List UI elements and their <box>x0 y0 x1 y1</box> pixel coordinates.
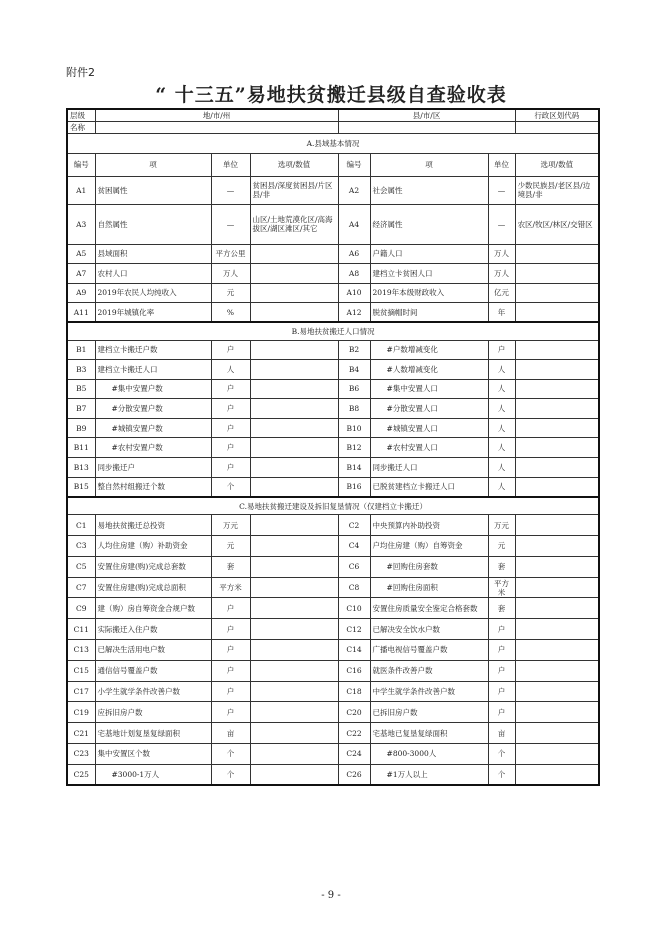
item-code: B13 <box>67 458 95 478</box>
item-unit: 万人 <box>488 264 515 284</box>
item-code: A11 <box>67 303 95 323</box>
table-row <box>67 660 599 681</box>
section-title: B.易地扶贫搬迁人口情况 <box>67 322 599 340</box>
item-name: 安置住房建(购)完成总面积 <box>95 577 211 598</box>
acceptance-table <box>66 108 600 786</box>
item-code: C3 <box>67 536 95 557</box>
item-value[interactable] <box>250 702 338 723</box>
item-code: C20 <box>338 702 370 723</box>
item-unit: 元 <box>211 283 250 303</box>
item-code: C25 <box>67 764 95 785</box>
item-name: #分散安置人口 <box>370 399 488 419</box>
item-name: #3000-1万人 <box>95 764 211 785</box>
item-name: 中央预算内补助投资 <box>370 515 488 536</box>
item-code: B8 <box>338 399 370 419</box>
item-name: #城镇安置人口 <box>370 418 488 438</box>
item-code: B4 <box>338 360 370 380</box>
item-unit: 套 <box>488 556 515 577</box>
item-value[interactable] <box>515 702 599 723</box>
item-unit: 套 <box>488 598 515 619</box>
item-code: C12 <box>338 619 370 640</box>
item-value[interactable] <box>515 379 599 399</box>
item-name: 已解决生活用电户数 <box>95 640 211 661</box>
item-name: #800-3000人 <box>370 744 488 765</box>
item-code: C2 <box>338 515 370 536</box>
item-unit: 人 <box>211 360 250 380</box>
item-value[interactable] <box>515 340 599 360</box>
item-name: 建（购）房自筹资金合规户数 <box>95 598 211 619</box>
item-code: C24 <box>338 744 370 765</box>
column-header: 项 <box>95 153 211 176</box>
item-unit: 人 <box>488 458 515 478</box>
item-unit: 户 <box>488 660 515 681</box>
item-unit: 户 <box>211 598 250 619</box>
item-value[interactable] <box>515 515 599 536</box>
item-name: 宅基地已复垦复绿面积 <box>370 723 488 744</box>
item-value[interactable] <box>250 681 338 702</box>
item-value[interactable] <box>250 264 338 284</box>
item-value[interactable] <box>250 477 338 497</box>
item-code: C7 <box>67 577 95 598</box>
item-code: A4 <box>338 204 370 244</box>
item-unit: 户 <box>211 702 250 723</box>
item-value[interactable] <box>515 303 599 323</box>
item-value[interactable] <box>515 360 599 380</box>
item-code: C16 <box>338 660 370 681</box>
table-row <box>67 619 599 640</box>
item-value[interactable]: 农区/牧区/林区/交错区 <box>515 204 599 244</box>
item-name: 经济属性 <box>370 204 488 244</box>
section-title-row <box>67 497 599 515</box>
item-unit: — <box>211 204 250 244</box>
item-unit: 个 <box>211 764 250 785</box>
item-name: 建档立卡搬迁人口 <box>95 360 211 380</box>
item-name: 同步搬迁户 <box>95 458 211 478</box>
item-code: C19 <box>67 702 95 723</box>
item-code: B10 <box>338 418 370 438</box>
item-unit: 平方米 <box>211 577 250 598</box>
item-unit: 万元 <box>488 515 515 536</box>
item-code: B2 <box>338 340 370 360</box>
item-unit: 亩 <box>211 723 250 744</box>
table-row <box>67 244 599 264</box>
item-unit: 个 <box>211 744 250 765</box>
item-name: 广播电视信号覆盖户数 <box>370 640 488 661</box>
item-unit: 万人 <box>211 264 250 284</box>
item-value[interactable] <box>515 283 599 303</box>
item-unit: 平方公里 <box>211 244 250 264</box>
table-row <box>67 556 599 577</box>
column-header: 编号 <box>67 153 95 176</box>
item-value[interactable] <box>515 477 599 497</box>
item-value[interactable] <box>250 340 338 360</box>
item-value[interactable]: 贫困县/深度贫困县/片区县/非 <box>250 176 338 204</box>
column-header: 单位 <box>488 153 515 176</box>
item-name: 集中安置区个数 <box>95 744 211 765</box>
table-row <box>67 303 599 323</box>
item-value[interactable] <box>250 764 338 785</box>
item-code: C23 <box>67 744 95 765</box>
item-unit: 年 <box>488 303 515 323</box>
item-code: B7 <box>67 399 95 419</box>
item-name: #分散安置户数 <box>95 399 211 419</box>
item-code: C5 <box>67 556 95 577</box>
table-row <box>67 379 599 399</box>
item-name: #户数增减变化 <box>370 340 488 360</box>
item-value[interactable] <box>250 577 338 598</box>
item-name: 脱贫摘帽时间 <box>370 303 488 323</box>
item-code: A8 <box>338 264 370 284</box>
item-value[interactable] <box>515 458 599 478</box>
table-row <box>67 598 599 619</box>
item-value[interactable] <box>515 640 599 661</box>
item-unit: 套 <box>211 556 250 577</box>
item-unit: 户 <box>211 418 250 438</box>
item-value[interactable] <box>515 418 599 438</box>
item-value[interactable] <box>515 681 599 702</box>
item-value[interactable] <box>250 283 338 303</box>
table-row <box>67 176 599 204</box>
item-name: #回购住房面积 <box>370 577 488 598</box>
table-row <box>67 458 599 478</box>
item-value[interactable] <box>250 379 338 399</box>
item-value[interactable] <box>515 598 599 619</box>
item-unit: 人 <box>488 379 515 399</box>
item-name: 小学生就学条件改善户数 <box>95 681 211 702</box>
item-code: C18 <box>338 681 370 702</box>
item-code: B12 <box>338 438 370 458</box>
table-row <box>67 744 599 765</box>
item-code: A7 <box>67 264 95 284</box>
city-name-field[interactable] <box>95 121 338 133</box>
item-code: A2 <box>338 176 370 204</box>
item-unit: 人 <box>488 418 515 438</box>
item-code: B11 <box>67 438 95 458</box>
item-unit: 元 <box>488 536 515 557</box>
item-unit: 个 <box>211 477 250 497</box>
item-value[interactable] <box>515 536 599 557</box>
item-code: A5 <box>67 244 95 264</box>
item-code: A1 <box>67 176 95 204</box>
item-value[interactable] <box>515 556 599 577</box>
item-unit: 户 <box>488 681 515 702</box>
table-row <box>67 438 599 458</box>
item-value[interactable] <box>250 244 338 264</box>
item-unit: 户 <box>211 438 250 458</box>
item-unit: 户 <box>211 660 250 681</box>
item-value[interactable] <box>250 660 338 681</box>
item-name: #集中安置人口 <box>370 379 488 399</box>
item-code: C4 <box>338 536 370 557</box>
item-name: #城镇安置户数 <box>95 418 211 438</box>
header-level-row <box>67 109 599 121</box>
item-name: 县域面积 <box>95 244 211 264</box>
item-unit: — <box>211 176 250 204</box>
item-name: 安置住房建(购)完成总套数 <box>95 556 211 577</box>
item-name: 建档立卡贫困人口 <box>370 264 488 284</box>
county-header: 县/市/区 <box>338 109 515 121</box>
table-row <box>67 360 599 380</box>
item-unit: 户 <box>211 458 250 478</box>
item-code: C14 <box>338 640 370 661</box>
item-value[interactable] <box>515 619 599 640</box>
page-title: “ 十三五”易地扶贫搬迁县级自查验收表 <box>155 84 507 106</box>
item-code: C8 <box>338 577 370 598</box>
column-header: 项 <box>370 153 488 176</box>
item-value[interactable] <box>515 764 599 785</box>
item-name: 贫困属性 <box>95 176 211 204</box>
column-header-row <box>67 153 599 176</box>
table-row <box>67 764 599 785</box>
item-value[interactable] <box>250 458 338 478</box>
item-value[interactable] <box>250 515 338 536</box>
item-code: A10 <box>338 283 370 303</box>
item-name: 建档立卡搬迁户数 <box>95 340 211 360</box>
item-code: B5 <box>67 379 95 399</box>
column-header: 单位 <box>211 153 250 176</box>
item-unit: — <box>488 204 515 244</box>
item-code: C15 <box>67 660 95 681</box>
item-unit: 户 <box>211 379 250 399</box>
item-code: A6 <box>338 244 370 264</box>
item-value[interactable] <box>250 744 338 765</box>
item-code: B1 <box>67 340 95 360</box>
name-label: 名称 <box>67 121 95 133</box>
item-code: C9 <box>67 598 95 619</box>
item-name: 已解决安全饮水户数 <box>370 619 488 640</box>
item-value[interactable] <box>250 640 338 661</box>
item-unit: 户 <box>211 340 250 360</box>
admin-code-field[interactable] <box>515 121 599 133</box>
item-name: 已脱贫建档立卡搬迁人口 <box>370 477 488 497</box>
item-code: B15 <box>67 477 95 497</box>
item-name: 2019年农民人均纯收入 <box>95 283 211 303</box>
item-value[interactable] <box>515 438 599 458</box>
item-name: 实际搬迁入住户数 <box>95 619 211 640</box>
item-code: C22 <box>338 723 370 744</box>
item-unit: 户 <box>488 340 515 360</box>
item-unit: 户 <box>488 640 515 661</box>
item-code: B9 <box>67 418 95 438</box>
item-name: 人均住房建（购）补助资金 <box>95 536 211 557</box>
item-code: C1 <box>67 515 95 536</box>
item-name: 同步搬迁人口 <box>370 458 488 478</box>
item-value[interactable] <box>250 303 338 323</box>
item-unit: — <box>488 176 515 204</box>
table-row <box>67 640 599 661</box>
county-name-field[interactable] <box>338 121 515 133</box>
item-code: C6 <box>338 556 370 577</box>
item-unit: 户 <box>488 702 515 723</box>
column-header: 选项/数值 <box>515 153 599 176</box>
item-name: 中学生就学条件改善户数 <box>370 681 488 702</box>
item-value[interactable] <box>250 598 338 619</box>
table-row <box>67 264 599 284</box>
table-row <box>67 399 599 419</box>
item-unit: 人 <box>488 360 515 380</box>
city-header: 地/市/州 <box>95 109 338 121</box>
item-name: 应拆旧房户数 <box>95 702 211 723</box>
item-code: B3 <box>67 360 95 380</box>
item-value[interactable] <box>515 264 599 284</box>
table-row <box>67 577 599 598</box>
item-code: C11 <box>67 619 95 640</box>
item-name: 自然属性 <box>95 204 211 244</box>
table-row <box>67 536 599 557</box>
item-name: 易地扶贫搬迁总投资 <box>95 515 211 536</box>
item-unit: 平方米 <box>488 577 515 598</box>
item-value[interactable] <box>250 399 338 419</box>
item-name: 宅基地计划复垦复绿面积 <box>95 723 211 744</box>
item-name: 已拆旧房户数 <box>370 702 488 723</box>
item-code: A3 <box>67 204 95 244</box>
item-code: C13 <box>67 640 95 661</box>
item-name: 社会属性 <box>370 176 488 204</box>
section-title: C.易地扶贫搬迁建设及拆旧复垦情况（仅建档立卡搬迁） <box>67 497 599 515</box>
item-name: #集中安置户数 <box>95 379 211 399</box>
item-unit: 户 <box>211 640 250 661</box>
item-value[interactable] <box>250 619 338 640</box>
item-value[interactable] <box>250 556 338 577</box>
item-unit: 万元 <box>211 515 250 536</box>
item-code: B14 <box>338 458 370 478</box>
item-value[interactable] <box>250 438 338 458</box>
table-row <box>67 702 599 723</box>
item-unit: 户 <box>211 399 250 419</box>
table-row <box>67 723 599 744</box>
item-value[interactable] <box>515 399 599 419</box>
item-code: C10 <box>338 598 370 619</box>
item-name: 整自然村组搬迁个数 <box>95 477 211 497</box>
column-header: 编号 <box>338 153 370 176</box>
item-name: #农村安置户数 <box>95 438 211 458</box>
column-header: 选项/数值 <box>250 153 338 176</box>
table-row <box>67 340 599 360</box>
admin-code-header: 行政区划代码 <box>515 109 599 121</box>
item-unit: 户 <box>211 681 250 702</box>
section-title-row <box>67 133 599 153</box>
item-unit: 户 <box>488 619 515 640</box>
item-unit: 亩 <box>488 723 515 744</box>
item-name: 2019年城镇化率 <box>95 303 211 323</box>
item-value[interactable] <box>515 244 599 264</box>
item-value[interactable] <box>250 418 338 438</box>
item-unit: % <box>211 303 250 323</box>
page-number: - 9 - <box>321 890 341 901</box>
item-name: #回购住房套数 <box>370 556 488 577</box>
item-unit: 个 <box>488 744 515 765</box>
item-name: 通信信号覆盖户数 <box>95 660 211 681</box>
item-name: 农村人口 <box>95 264 211 284</box>
item-value[interactable] <box>515 577 599 598</box>
section-title: A.县域基本情况 <box>67 133 599 153</box>
item-value[interactable] <box>250 723 338 744</box>
item-code: C17 <box>67 681 95 702</box>
item-unit: 户 <box>211 619 250 640</box>
table-row <box>67 681 599 702</box>
item-unit: 元 <box>211 536 250 557</box>
item-value[interactable] <box>250 536 338 557</box>
table-row <box>67 477 599 497</box>
item-unit: 亿元 <box>488 283 515 303</box>
item-name: #人数增减变化 <box>370 360 488 380</box>
item-name: 就医条件改善户数 <box>370 660 488 681</box>
table-row <box>67 515 599 536</box>
item-unit: 人 <box>488 399 515 419</box>
item-value[interactable] <box>250 360 338 380</box>
item-name: 户籍人口 <box>370 244 488 264</box>
table-row <box>67 283 599 303</box>
item-code: A9 <box>67 283 95 303</box>
item-value[interactable] <box>515 744 599 765</box>
section-title-row <box>67 322 599 340</box>
item-value[interactable]: 山区/土地荒漠化区/高海拔区/湖区滩区/其它 <box>250 204 338 244</box>
table-row <box>67 204 599 244</box>
item-code: B6 <box>338 379 370 399</box>
header-name-row <box>67 121 599 133</box>
item-code: B16 <box>338 477 370 497</box>
item-unit: 人 <box>488 477 515 497</box>
item-code: A12 <box>338 303 370 323</box>
item-name: 户均住房建（购）自筹资金 <box>370 536 488 557</box>
item-name: #农村安置人口 <box>370 438 488 458</box>
item-unit: 人 <box>488 438 515 458</box>
item-name: 2019年本级财政收入 <box>370 283 488 303</box>
item-unit: 个 <box>488 764 515 785</box>
item-value[interactable] <box>515 723 599 744</box>
item-code: C26 <box>338 764 370 785</box>
item-name: #1万人以上 <box>370 764 488 785</box>
attachment-label: 附件2 <box>66 66 95 79</box>
table-row <box>67 418 599 438</box>
item-name: 安置住房质量安全鉴定合格套数 <box>370 598 488 619</box>
item-unit: 万人 <box>488 244 515 264</box>
item-code: C21 <box>67 723 95 744</box>
level-label: 层级 <box>67 109 95 121</box>
item-value[interactable]: 少数民族县/老区县/边境县/非 <box>515 176 599 204</box>
item-value[interactable] <box>515 660 599 681</box>
